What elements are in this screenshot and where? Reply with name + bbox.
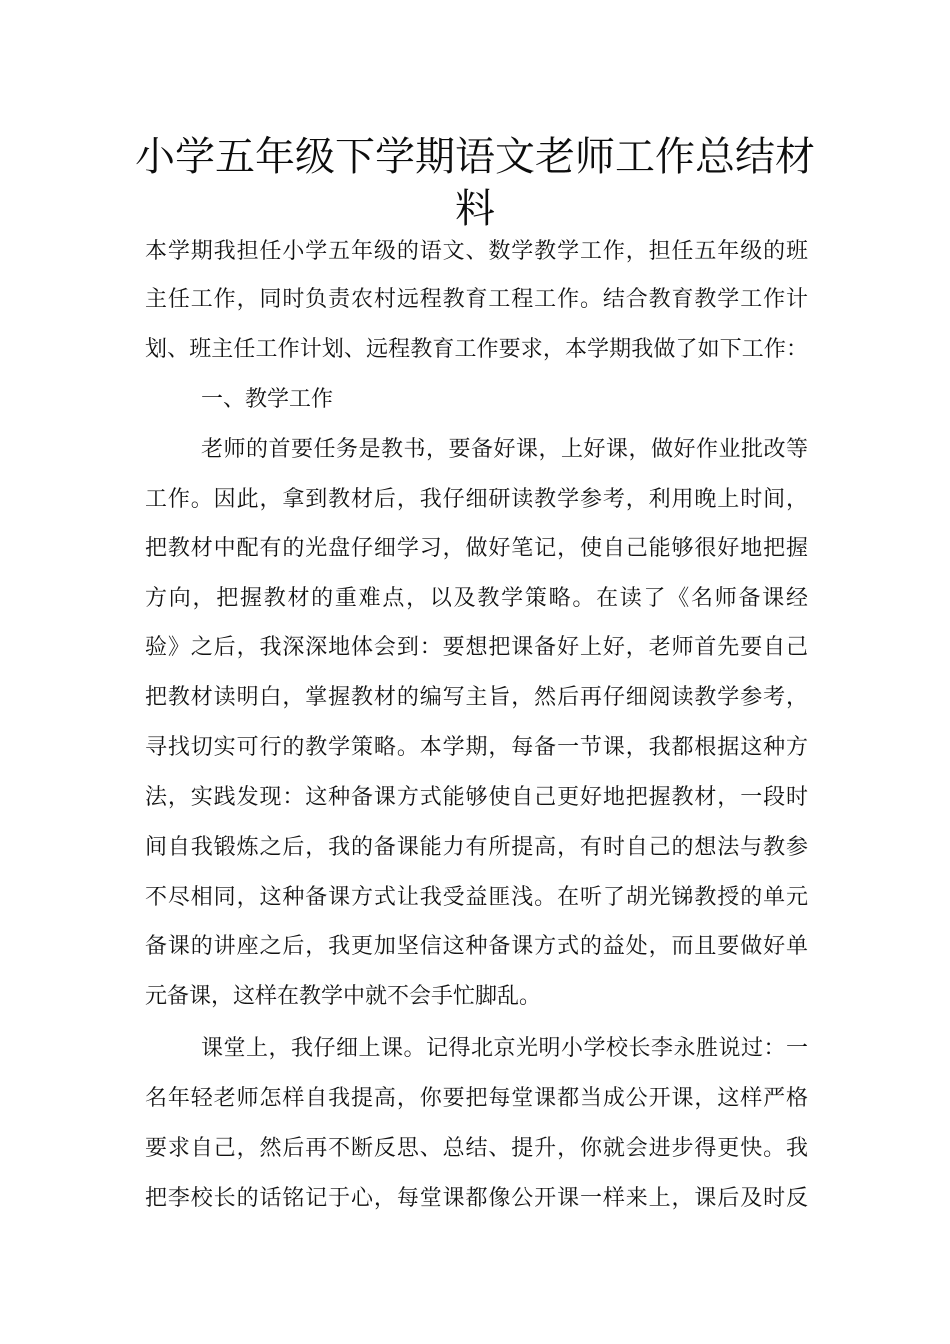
body-text-line: 不尽相同，这种备课方式让我受益匪浅。在听了胡光锑教授的单元 [145, 885, 808, 910]
body-text-line: 要求自己，然后再不断反思、总结、提升，你就会进步得更快。我 [145, 1136, 808, 1161]
body-text-line: 把教材读明白，掌握教材的编写主旨，然后再仔细阅读教学参考， [145, 685, 808, 710]
section-heading: 一、教学工作 [201, 387, 334, 412]
body-text-line: 老师的首要任务是教书，要备好课，上好课，做好作业批改等 [201, 437, 808, 462]
body-text-line: 寻找切实可行的教学策略。本学期，每备一节课，我都根据这种方 [145, 735, 808, 760]
body-text-line: 课堂上，我仔细上课。记得北京光明小学校长李永胜说过：一 [201, 1036, 808, 1061]
body-text-line: 把李校长的话铭记于心，每堂课都像公开课一样来上，课后及时反 [145, 1186, 808, 1211]
body-text-line: 划、班主任工作计划、远程教育工作要求，本学期我做了如下工作： [145, 337, 808, 362]
document-title-line-1: 小学五年级下学期语文老师工作总结材 [135, 134, 815, 180]
body-text-line: 名年轻老师怎样自我提高，你要把每堂课都当成公开课，这样严格 [145, 1086, 808, 1111]
body-text-line: 法，实践发现：这种备课方式能够使自己更好地把握教材，一段时 [145, 785, 808, 810]
body-text-line: 本学期我担任小学五年级的语文、数学教学工作，担任五年级的班 [145, 239, 808, 264]
body-text-line: 备课的讲座之后，我更加坚信这种备课方式的益处，而且要做好单 [145, 934, 808, 959]
body-text-line: 方向，把握教材的重难点，以及教学策略。在读了《名师备课经 [145, 586, 808, 611]
body-text-line: 主任工作，同时负责农村远程教育工程工作。结合教育教学工作计 [145, 287, 808, 312]
body-text-line: 把教材中配有的光盘仔细学习，做好笔记，使自己能够很好地把握 [145, 536, 808, 561]
body-text-line: 间自我锻炼之后，我的备课能力有所提高，有时自己的想法与教参 [145, 835, 808, 860]
body-text-line: 工作。因此，拿到教材后，我仔细研读教学参考，利用晚上时间， [145, 487, 808, 512]
body-text-line: 验》之后，我深深地体会到：要想把课备好上好，老师首先要自己 [145, 635, 808, 660]
body-text-line: 元备课，这样在教学中就不会手忙脚乱。 [145, 984, 542, 1009]
document-title-line-2: 料 [455, 186, 495, 232]
